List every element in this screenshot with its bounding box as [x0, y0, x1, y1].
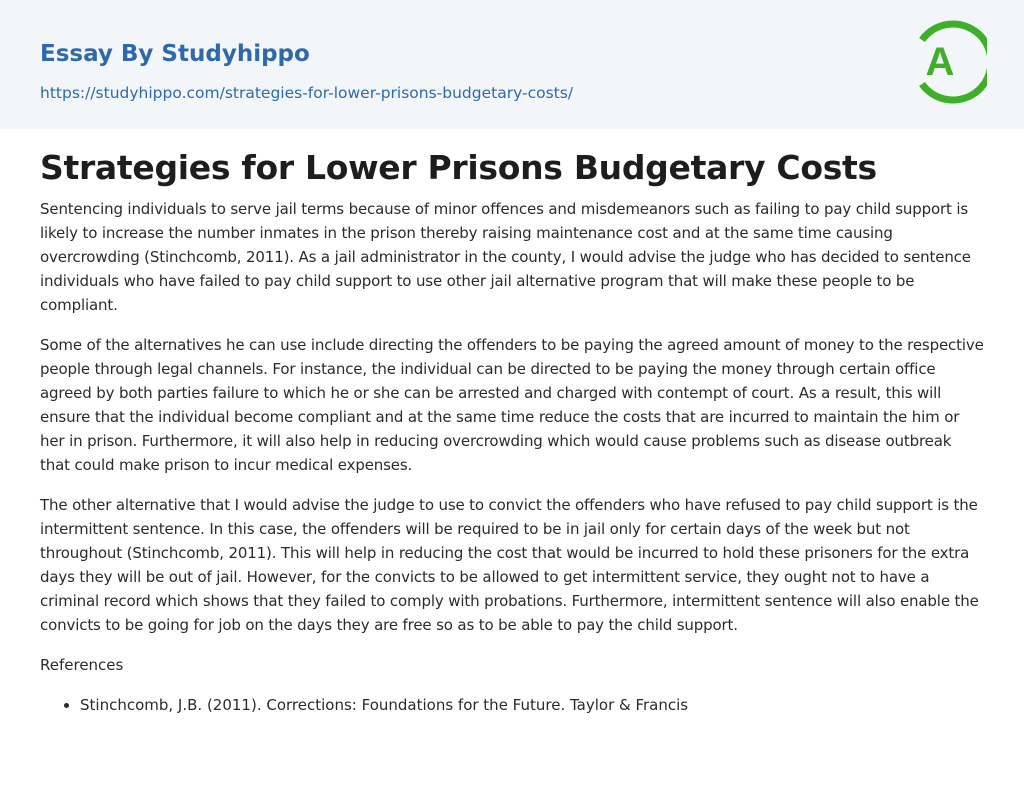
page-url-link[interactable]: https://studyhippo.com/strategies-for-lower-prisons-budgetary-costs/ — [40, 84, 574, 102]
article-paragraph-1: Sentencing individuals to serve jail terms because of minor offences and misdemeanors such as failing to pay child support is likely to increase the number inmates in the prison thereby raising maintenance cost and at the same time causing overcrowding (Stinchcomb, 2011). As a jail administrator in the county, I would advise the judge who has decided to sentence individuals who have failed to pay child support to use other jail alternative program that will make these people to be compliant. — [40, 200, 971, 314]
article — [40, 145, 984, 717]
site-header — [0, 0, 1024, 129]
studyhippo-a-logo-icon[interactable] — [913, 19, 987, 105]
site-brand[interactable]: Essay By Studyhippo — [40, 41, 310, 67]
reference-item: • Stinchcomb, J.B. (2011). Corrections: Foundations for the Future. Taylor & Francis — [80, 693, 984, 717]
references-list — [40, 693, 984, 717]
references-heading: References — [40, 656, 124, 674]
article-paragraph-3: The other alternative that I would advise the judge to use to convict the offenders who have refused to pay child support is the intermittent sentence. In this case, the offenders will be required to be in jail only for certain days of the week but not throughout (Stinchcomb, 2011). This will help in reducing the cost that would be incurred to hold these prisoners for the extra days they will be out of jail. However, for the convicts to be allowed to get intermittent service, they ought not to have a criminal record which shows that they failed to comply with probations. Furthermore, intermittent sentence will also enable the convicts to be going for job on the days they are free so as to be able to pay the child support. — [40, 496, 979, 634]
logo-letter: A — [925, 40, 955, 84]
article-paragraph-2: Some of the alternatives he can use include directing the offenders to be paying the agreed amount of money to the respective people through legal channels. For instance, the individual can be directed to be paying the money through certain office agreed by both parties failure to which he or she can be arrested and charged with contempt of court. As a result, this will ensure that the individual become compliant and at the same time reduce the costs that are incurred to maintain the him or her in prison. Furthermore, it will also help in reducing overcrowding which would cause problems such as disease outbreak that could make prison to incur medical expenses. — [40, 336, 984, 474]
article-title: Strategies for Lower Prisons Budgetary Costs — [40, 148, 877, 187]
